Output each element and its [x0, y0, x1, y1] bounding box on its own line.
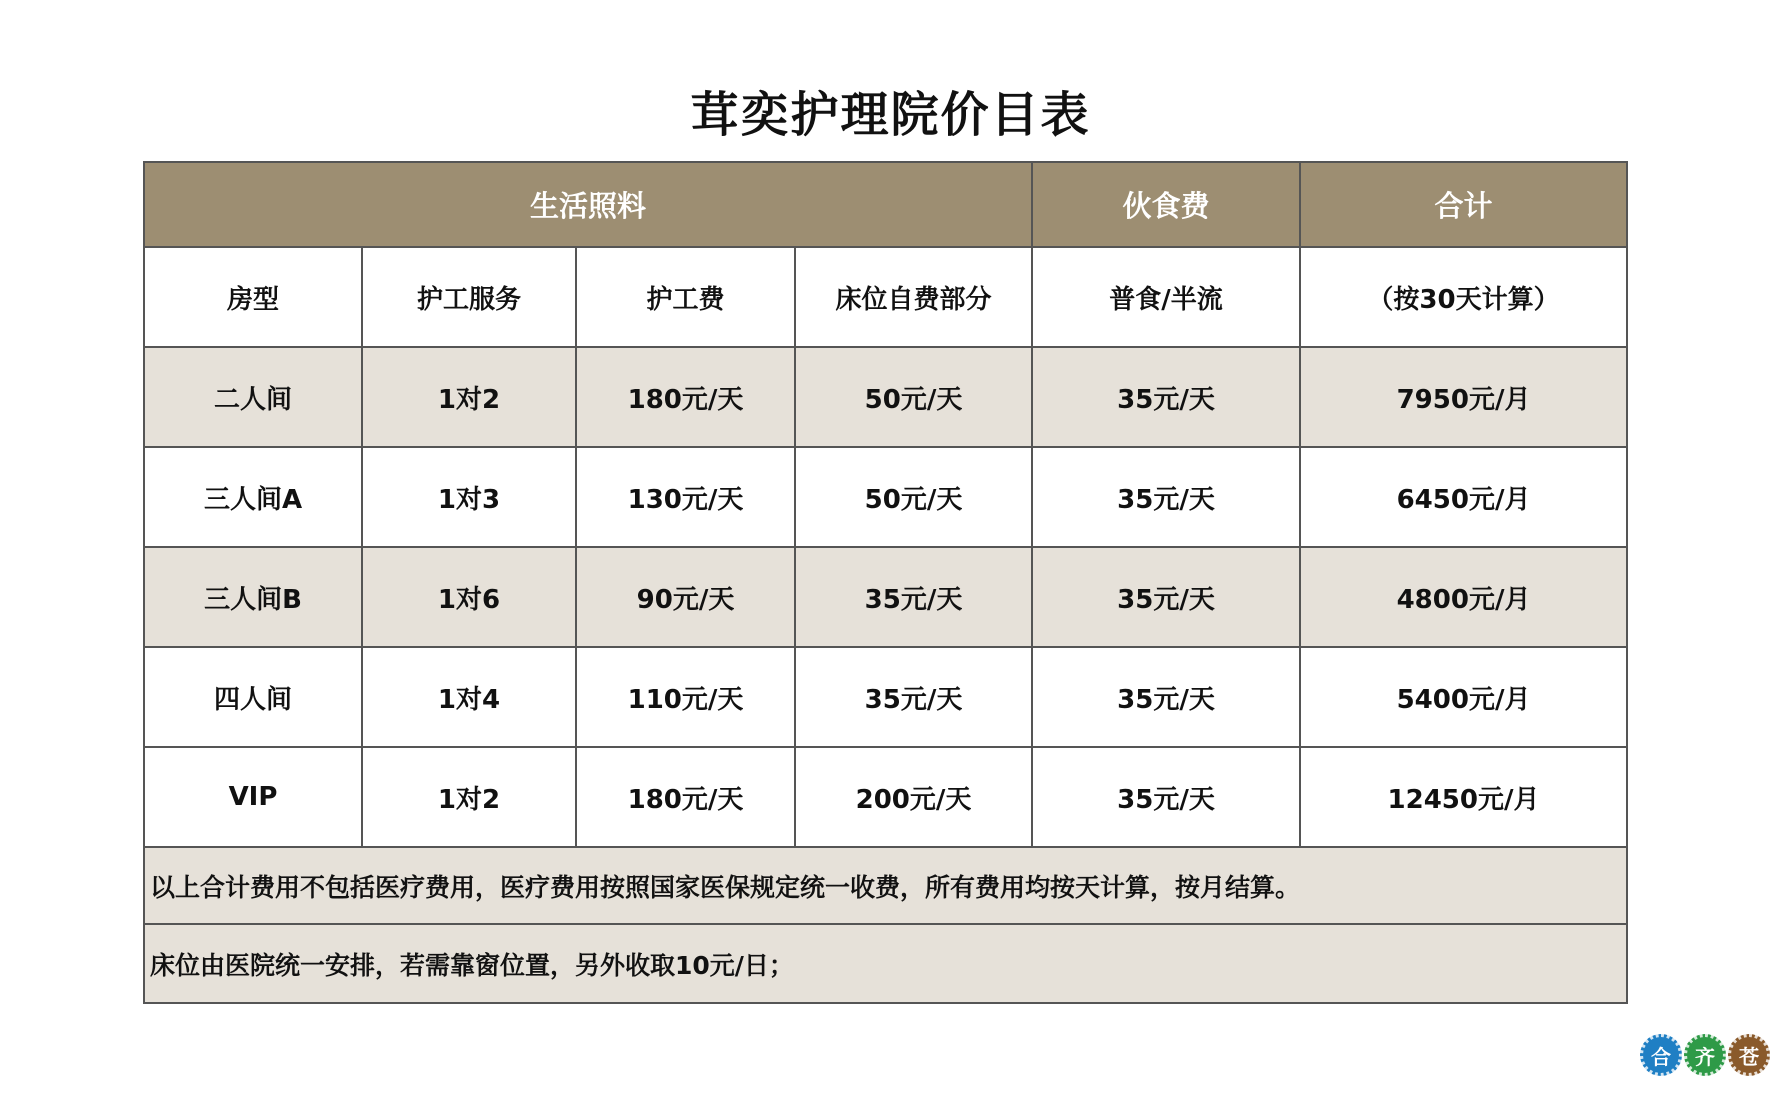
column-header-bed-fee: 床位自费部分	[795, 247, 1032, 347]
column-header-room-type: 房型	[144, 247, 362, 347]
cell-room: 二人间	[144, 347, 362, 447]
cell-meal-fee: 35元/天	[1032, 547, 1300, 647]
cell-room: 三人间A	[144, 447, 362, 547]
cell-bed-fee: 50元/天	[795, 347, 1032, 447]
logo-char: 合	[1640, 1034, 1682, 1076]
logo-char: 齐	[1684, 1034, 1726, 1076]
cell-bed-fee: 50元/天	[795, 447, 1032, 547]
band-header-meals: 伙食费	[1032, 162, 1300, 247]
note-row	[144, 847, 1627, 924]
note-row	[144, 924, 1627, 1003]
cell-meal-fee: 35元/天	[1032, 747, 1300, 847]
cell-care-fee: 110元/天	[576, 647, 795, 747]
cell-room: 三人间B	[144, 547, 362, 647]
band-header-total: 合计	[1300, 162, 1627, 247]
cell-room: VIP	[144, 747, 362, 847]
column-header-care-fee: 护工费	[576, 247, 795, 347]
cell-service: 1对4	[362, 647, 576, 747]
column-header-total-note: （按30天计算）	[1300, 247, 1627, 347]
cell-total: 12450元/月	[1300, 747, 1627, 847]
cell-total: 4800元/月	[1300, 547, 1627, 647]
table-row	[144, 547, 1627, 647]
cell-bed-fee: 200元/天	[795, 747, 1032, 847]
cell-service: 1对6	[362, 547, 576, 647]
table-row	[144, 347, 1627, 447]
cell-service: 1对3	[362, 447, 576, 547]
cell-care-fee: 90元/天	[576, 547, 795, 647]
page-title: 茸奕护理院价目表	[690, 87, 1091, 143]
table-row	[144, 447, 1627, 547]
price-table	[143, 161, 1628, 1004]
column-header-meal-type: 普食/半流	[1032, 247, 1300, 347]
logo-char: 苍	[1728, 1034, 1770, 1076]
cell-bed-fee: 35元/天	[795, 647, 1032, 747]
cell-meal-fee: 35元/天	[1032, 647, 1300, 747]
column-header-care-service: 护工服务	[362, 247, 576, 347]
table-row	[144, 647, 1627, 747]
band-header-living-care: 生活照料	[144, 162, 1032, 247]
note-text: 以上合计费用不包括医疗费用，医疗费用按照国家医保规定统一收费，所有费用均按天计算，按月结算。	[144, 847, 1627, 924]
brand-logo	[1640, 1034, 1770, 1076]
cell-total: 6450元/月	[1300, 447, 1627, 547]
cell-care-fee: 180元/天	[576, 347, 795, 447]
cell-bed-fee: 35元/天	[795, 547, 1032, 647]
sub-header-row	[144, 247, 1627, 347]
band-header-row	[144, 162, 1627, 247]
cell-care-fee: 180元/天	[576, 747, 795, 847]
cell-total: 7950元/月	[1300, 347, 1627, 447]
cell-meal-fee: 35元/天	[1032, 447, 1300, 547]
cell-total: 5400元/月	[1300, 647, 1627, 747]
note-text: 床位由医院统一安排，若需靠窗位置，另外收取10元/日；	[144, 924, 1627, 1003]
cell-service: 1对2	[362, 747, 576, 847]
cell-service: 1对2	[362, 347, 576, 447]
table-row	[144, 747, 1627, 847]
cell-care-fee: 130元/天	[576, 447, 795, 547]
cell-room: 四人间	[144, 647, 362, 747]
cell-meal-fee: 35元/天	[1032, 347, 1300, 447]
